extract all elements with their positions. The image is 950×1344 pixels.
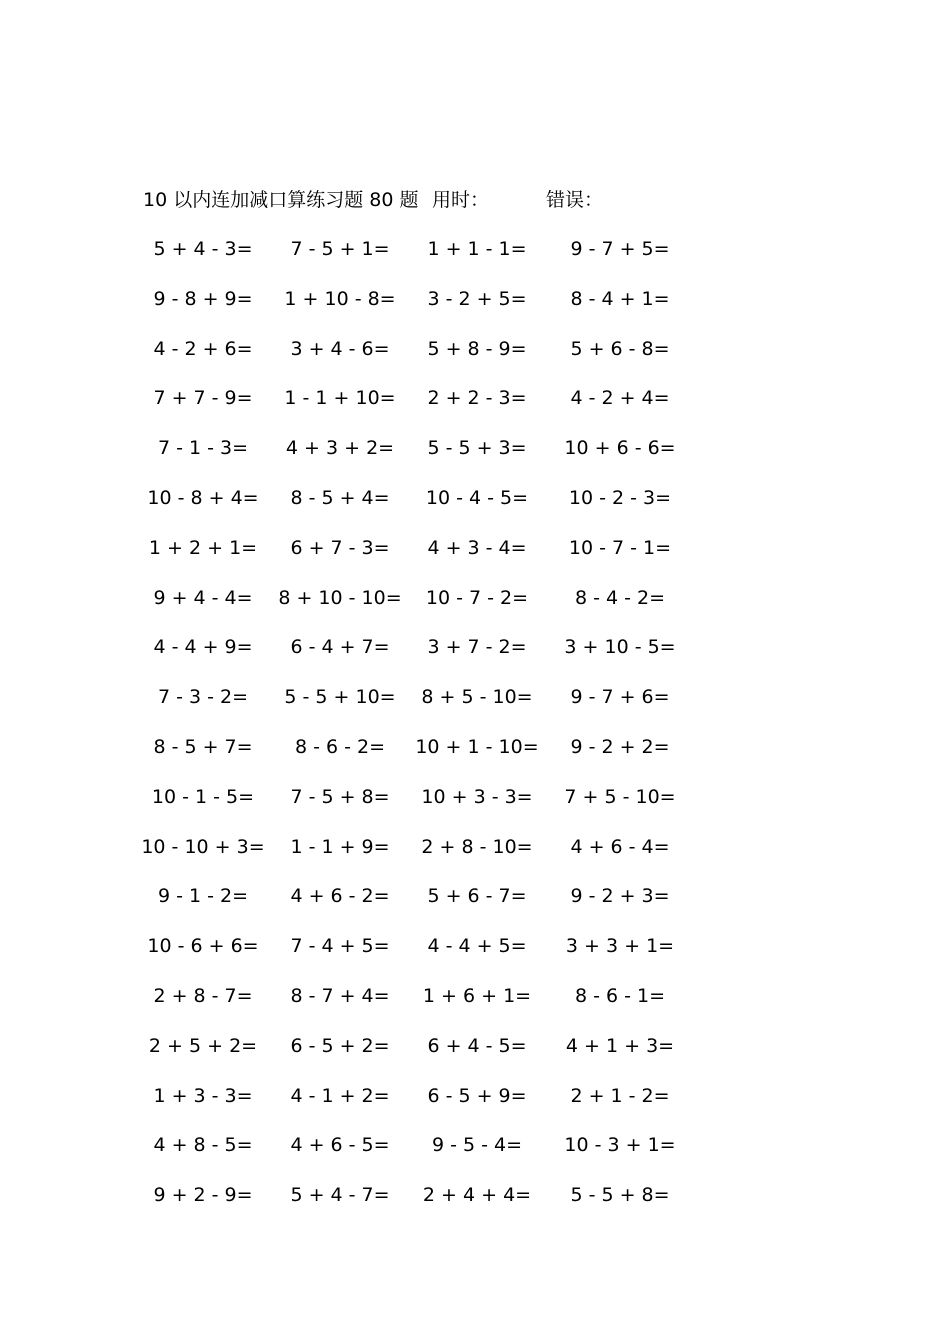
problem-item: 2 + 1 - 2= — [570, 1084, 670, 1107]
problem-row — [0, 632, 950, 682]
problem-item: 10 + 1 - 10= — [415, 735, 539, 758]
problem-item: 9 - 2 + 2= — [570, 735, 670, 758]
problem-item: 7 + 7 - 9= — [153, 387, 253, 410]
problem-item: 9 - 2 + 3= — [570, 885, 670, 908]
problem-item: 4 - 4 + 5= — [427, 935, 527, 958]
problem-item: 2 + 8 - 7= — [153, 984, 253, 1007]
problem-row — [0, 832, 950, 882]
problem-item: 2 + 4 + 4= — [422, 1184, 532, 1207]
problem-item: 10 - 4 - 5= — [425, 486, 529, 509]
problem-item: 1 - 1 + 10= — [284, 387, 396, 410]
problem-grid — [0, 234, 950, 1230]
problem-item: 10 - 10 + 3= — [141, 835, 265, 858]
problem-item: 5 + 6 - 7= — [427, 885, 527, 908]
problem-item: 4 - 1 + 2= — [290, 1084, 390, 1107]
problem-item: 10 - 7 - 2= — [425, 586, 529, 609]
problem-item: 3 + 3 + 1= — [565, 935, 675, 958]
problem-item: 5 - 5 + 8= — [570, 1184, 670, 1207]
problem-item: 1 - 1 + 9= — [290, 835, 390, 858]
problem-item: 8 - 5 + 4= — [290, 486, 390, 509]
problem-item: 9 + 4 - 4= — [153, 586, 253, 609]
problem-item: 7 - 1 - 3= — [157, 437, 249, 460]
problem-row — [0, 782, 950, 832]
problem-item: 2 + 5 + 2= — [148, 1034, 258, 1057]
problem-row — [0, 682, 950, 732]
problem-row — [0, 1130, 950, 1180]
problem-row — [0, 1081, 950, 1131]
problem-item: 3 + 10 - 5= — [564, 636, 676, 659]
problem-item: 7 - 5 + 1= — [290, 238, 390, 260]
problem-item: 4 + 6 - 2= — [290, 885, 390, 908]
problem-row — [0, 483, 950, 533]
problem-item: 10 - 8 + 4= — [147, 486, 259, 509]
time-label: 用时： — [432, 189, 490, 211]
problem-item: 4 - 2 + 6= — [153, 337, 253, 360]
problem-item: 8 - 5 + 7= — [153, 735, 253, 758]
problem-item: 10 + 3 - 3= — [421, 785, 533, 808]
problem-item: 5 - 5 + 10= — [284, 686, 396, 709]
problem-item: 5 + 4 - 7= — [290, 1184, 390, 1207]
problem-item: 6 + 7 - 3= — [290, 536, 390, 559]
problem-item: 8 - 4 - 2= — [574, 586, 666, 609]
problem-row — [0, 583, 950, 633]
problem-item: 6 + 4 - 5= — [427, 1034, 527, 1057]
problem-row — [0, 284, 950, 334]
problem-item: 10 + 6 - 6= — [564, 437, 676, 460]
problem-item: 9 - 1 - 2= — [157, 885, 249, 908]
problem-item: 9 - 7 + 6= — [570, 686, 670, 709]
problem-item: 9 + 2 - 9= — [153, 1184, 253, 1207]
problem-item: 2 + 2 - 3= — [427, 387, 527, 410]
problem-row — [0, 383, 950, 433]
problem-item: 1 + 2 + 1= — [148, 536, 258, 559]
problem-item: 9 - 5 - 4= — [431, 1134, 523, 1157]
problem-item: 8 - 4 + 1= — [570, 287, 670, 310]
error-label: 错误： — [546, 189, 604, 211]
problem-item: 4 + 1 + 3= — [565, 1034, 675, 1057]
problem-row — [0, 533, 950, 583]
problem-item: 8 - 6 - 2= — [294, 735, 386, 758]
problem-item: 4 + 3 + 2= — [285, 437, 395, 460]
problem-row — [0, 334, 950, 384]
problem-row — [0, 931, 950, 981]
problem-item: 3 + 7 - 2= — [427, 636, 527, 659]
problem-item: 6 - 4 + 7= — [290, 636, 390, 659]
problem-item: 1 + 10 - 8= — [284, 287, 396, 310]
problem-row — [0, 981, 950, 1031]
problem-item: 10 - 7 - 1= — [568, 536, 672, 559]
problem-item: 4 + 6 - 4= — [570, 835, 670, 858]
problem-item: 1 + 6 + 1= — [422, 984, 532, 1007]
problem-item: 4 + 8 - 5= — [153, 1134, 253, 1157]
problem-item: 7 + 5 - 10= — [564, 785, 676, 808]
worksheet-title: 10 以内连加减口算练习题 80 题 — [143, 189, 419, 211]
problem-row — [0, 881, 950, 931]
problem-item: 4 - 2 + 4= — [570, 387, 670, 410]
problem-item: 2 + 8 - 10= — [421, 835, 533, 858]
problem-item: 5 + 4 - 3= — [153, 238, 253, 260]
problem-row — [0, 433, 950, 483]
problem-item: 10 - 1 - 5= — [151, 785, 255, 808]
problem-row — [0, 732, 950, 782]
problem-item: 10 - 3 + 1= — [564, 1134, 676, 1157]
problem-item: 6 - 5 + 2= — [290, 1034, 390, 1057]
problem-item: 4 + 6 - 5= — [290, 1134, 390, 1157]
problem-item: 8 - 6 - 1= — [574, 984, 666, 1007]
problem-item: 1 + 3 - 3= — [153, 1084, 253, 1107]
problem-item: 8 + 10 - 10= — [278, 586, 402, 609]
problem-item: 6 - 5 + 9= — [427, 1084, 527, 1107]
problem-item: 7 - 3 - 2= — [157, 686, 249, 709]
problem-item: 5 + 8 - 9= — [427, 337, 527, 360]
problem-item: 5 + 6 - 8= — [570, 337, 670, 360]
problem-item: 3 + 4 - 6= — [290, 337, 390, 360]
problem-item: 8 - 7 + 4= — [290, 984, 390, 1007]
problem-item: 10 - 6 + 6= — [147, 935, 259, 958]
problem-item: 9 - 7 + 5= — [570, 238, 670, 260]
problem-item: 10 - 2 - 3= — [568, 486, 672, 509]
problem-item: 7 - 4 + 5= — [290, 935, 390, 958]
problem-item: 9 - 8 + 9= — [153, 287, 253, 310]
problem-item: 7 - 5 + 8= — [290, 785, 390, 808]
problem-item: 1 + 1 - 1= — [427, 238, 527, 260]
problem-item: 5 - 5 + 3= — [427, 437, 527, 460]
problem-item: 3 - 2 + 5= — [427, 287, 527, 310]
problem-item: 4 + 3 - 4= — [427, 536, 527, 559]
problem-row — [0, 1031, 950, 1081]
problem-row — [0, 1180, 950, 1230]
problem-item: 4 - 4 + 9= — [153, 636, 253, 659]
problem-row — [0, 234, 950, 284]
problem-item: 8 + 5 - 10= — [421, 686, 533, 709]
